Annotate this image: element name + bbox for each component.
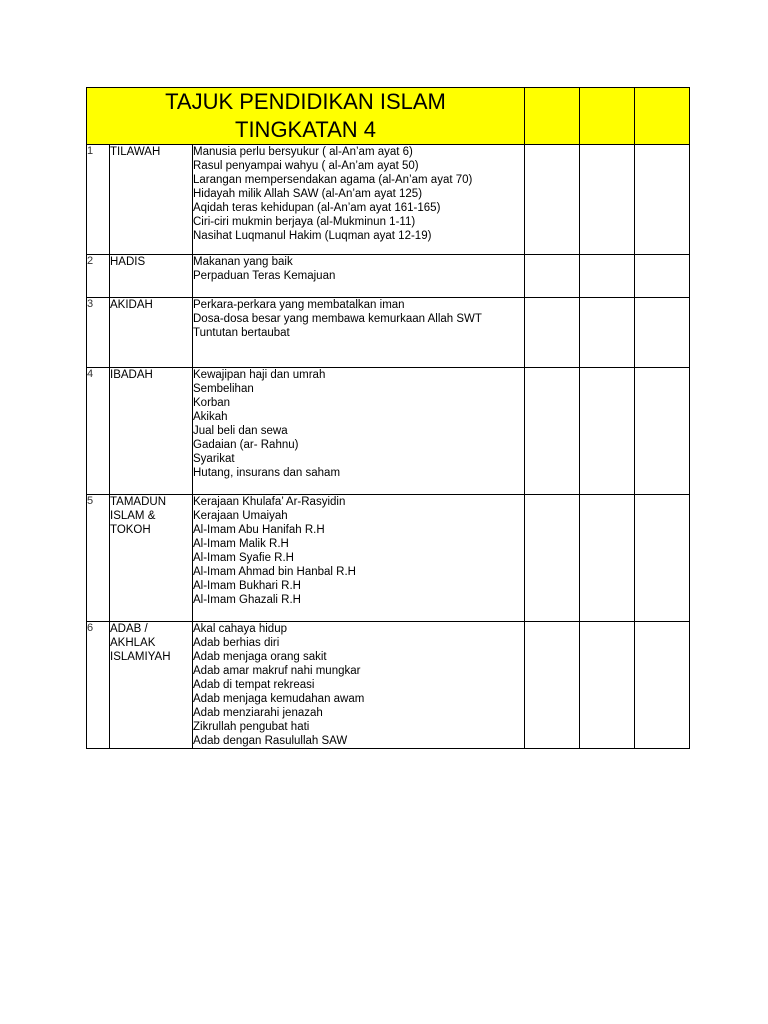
subtopic-item: Ciri-ciri mukmin berjaya (al-Mukminun 1-11) — [193, 216, 416, 228]
empty-cell — [635, 298, 690, 368]
empty-cell — [525, 255, 580, 298]
subtopic-item: Dosa-dosa besar yang membawa kemurkaan Allah SWT — [193, 313, 482, 325]
table-row — [87, 622, 690, 749]
subtopic-item: Larangan mempersendakan agama (al-An’am ayat 70) — [193, 174, 473, 186]
subtopic-list — [193, 495, 525, 622]
subtopic-list — [193, 298, 525, 368]
table-row — [87, 495, 690, 622]
subtopic-item: Adab menjaga kemudahan awam — [193, 693, 365, 705]
subtopic-item: Akal cahaya hidup — [193, 623, 287, 635]
subtopic-item: Adab di tempat rekreasi — [193, 679, 315, 691]
topic-name: ADAB / AKHLAK ISLAMIYAH — [110, 622, 193, 749]
topic-name: TAMADUN ISLAM & TOKOH — [110, 495, 193, 622]
subtopic-item: Hidayah milik Allah SAW (al-An’am ayat 125) — [193, 188, 423, 200]
header-empty-cell — [525, 88, 580, 145]
title-line-2: TINGKATAN 4 — [235, 117, 376, 142]
subtopic-item: Kerajaan Umaiyah — [193, 510, 288, 522]
empty-cell — [525, 145, 580, 255]
subtopic-item: Al-Imam Bukhari R.H — [193, 580, 301, 592]
page-title — [87, 88, 525, 145]
empty-cell — [580, 145, 635, 255]
subtopic-item: Perkara-perkara yang membatalkan iman — [193, 299, 405, 311]
subtopic-list — [193, 368, 525, 495]
subtopic-item: Tuntutan bertaubat — [193, 327, 290, 339]
subtopic-item: Sembelihan — [193, 383, 254, 395]
subtopic-item: Korban — [193, 397, 231, 409]
empty-cell — [580, 255, 635, 298]
row-number: 6 — [87, 622, 110, 749]
empty-cell — [635, 622, 690, 749]
subtopic-item: Al-Imam Ahmad bin Hanbal R.H — [193, 566, 356, 578]
table-row — [87, 145, 690, 255]
subtopic-item: Kewajipan haji dan umrah — [193, 369, 326, 381]
syllabus-table — [86, 87, 690, 749]
subtopic-item: Hutang, insurans dan saham — [193, 467, 341, 479]
subtopic-item: Zikrullah pengubat hati — [193, 721, 310, 733]
topic-name: HADIS — [110, 255, 193, 298]
subtopic-item: Adab menjaga orang sakit — [193, 651, 327, 663]
subtopic-item: Perpaduan Teras Kemajuan — [193, 270, 336, 282]
subtopic-item: Gadaian (ar- Rahnu) — [193, 439, 299, 451]
subtopic-list — [193, 622, 525, 749]
table-row — [87, 368, 690, 495]
subtopic-item: Adab amar makruf nahi mungkar — [193, 665, 361, 677]
subtopic-item: Al-Imam Malik R.H — [193, 538, 289, 550]
header-empty-cell — [635, 88, 690, 145]
empty-cell — [525, 298, 580, 368]
empty-cell — [635, 145, 690, 255]
empty-cell — [635, 495, 690, 622]
empty-cell — [525, 495, 580, 622]
subtopic-item: Jual beli dan sewa — [193, 425, 288, 437]
empty-cell — [635, 368, 690, 495]
empty-cell — [635, 255, 690, 298]
subtopic-item: Syarikat — [193, 453, 235, 465]
subtopic-item: Nasihat Luqmanul Hakim (Luqman ayat 12-19) — [193, 230, 432, 242]
topic-name: IBADAH — [110, 368, 193, 495]
subtopic-item: Adab dengan Rasulullah SAW — [193, 735, 348, 747]
row-number: 3 — [87, 298, 110, 368]
subtopic-item: Adab menziarahi jenazah — [193, 707, 323, 719]
subtopic-item: Al-Imam Ghazali R.H — [193, 594, 301, 606]
topic-name: AKIDAH — [110, 298, 193, 368]
title-row — [87, 88, 690, 145]
subtopic-item: Manusia perlu bersyukur ( al-An’am ayat 6) — [193, 146, 413, 158]
subtopic-item: Rasul penyampai wahyu ( al-An’am ayat 50) — [193, 160, 419, 172]
topic-name: TILAWAH — [110, 145, 193, 255]
empty-cell — [580, 622, 635, 749]
row-number: 5 — [87, 495, 110, 622]
subtopic-item: Al-Imam Abu Hanifah R.H — [193, 524, 325, 536]
row-number: 2 — [87, 255, 110, 298]
header-empty-cell — [580, 88, 635, 145]
empty-cell — [580, 298, 635, 368]
table-row — [87, 255, 690, 298]
empty-cell — [525, 622, 580, 749]
row-number: 4 — [87, 368, 110, 495]
empty-cell — [580, 368, 635, 495]
title-line-1: TAJUK PENDIDIKAN ISLAM — [165, 89, 446, 114]
table-row — [87, 298, 690, 368]
subtopic-item: Al-Imam Syafie R.H — [193, 552, 294, 564]
subtopic-item: Aqidah teras kehidupan (al-An’am ayat 161-165) — [193, 202, 441, 214]
subtopic-item: Akikah — [193, 411, 228, 423]
subtopic-list — [193, 145, 525, 255]
subtopic-item: Makanan yang baik — [193, 256, 293, 268]
subtopic-item: Kerajaan Khulafa’ Ar-Rasyidin — [193, 496, 346, 508]
empty-cell — [580, 495, 635, 622]
empty-cell — [525, 368, 580, 495]
subtopic-item: Adab berhias diri — [193, 637, 280, 649]
row-number: 1 — [87, 145, 110, 255]
subtopic-list — [193, 255, 525, 298]
